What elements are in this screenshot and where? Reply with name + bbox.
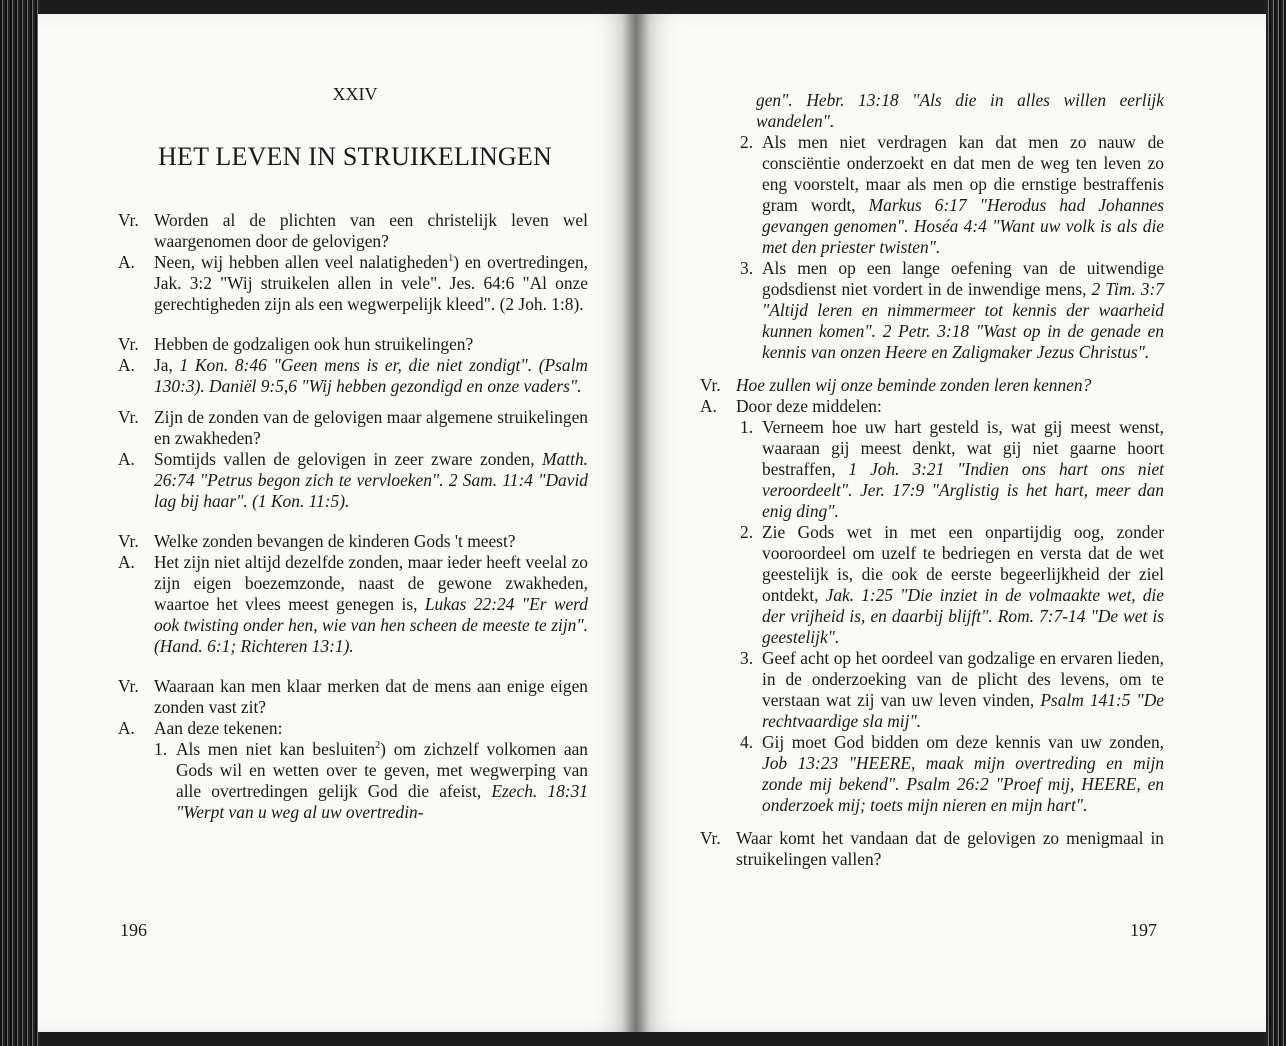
continuation-text: gen". Hebr. 13:18 "Als die in alles willen eerlijk wandelen". <box>756 90 1164 131</box>
question: Vr. Welke zonden bevangen de kinderen Gods 't meest? <box>118 531 516 551</box>
book-edge-right <box>1266 0 1286 1046</box>
footnote-marker: 1 <box>448 253 454 265</box>
list-item: 3. Geef acht op het oordeel van godzalige en ervaren lieden, in de onderzoeking van de plicht des levens, om te verstaan wat zij van uw leven vinden, Psalm 141:5 "De rechtvaardige sla mij". <box>740 648 1164 731</box>
question: Vr. Waaraan kan men klaar merken dat de mens aan enige eigen zonden vast zit? <box>118 676 588 717</box>
answer: A. Het zijn niet altijd dezelfde zonden, maar ieder heeft veelal zo zijn eigen boezemzonde, naast de gewone zwakheden, waartoe het vlees meest genegen is, Lukas 22:24 "Er werd ook twisting onder hen, wie van hen scheen de meeste te zijn". (Hand. 6:1; Richteren 13:1). <box>118 552 589 656</box>
right-qa-list <box>700 90 1164 870</box>
answer: A. Somtijds vallen de gelovigen in zeer zware zonden, Matth. 26:74 "Petrus begon zich te vervloeken". 2 Sam. 11:4 "David lag bij haar". (1 Kon. 11:5). <box>118 449 588 511</box>
question: Vr. Zijn de zonden van de gelovigen maar algemene struikelingen en zwakheden? <box>118 407 588 448</box>
answer: A. Aan deze tekenen: <box>118 718 283 738</box>
list-item: 4. Gij moet God bidden om deze kennis van uw zonden, Job 13:23 "HEERE, maak mijn overtreding en mijn zonde mij bekend". Psalm 26:2 "Proef mij, HEERE, en onderzoek mij; toets mijn nieren en mijn hart". <box>740 732 1164 815</box>
footnote-marker: 2 <box>375 740 381 752</box>
question: Vr. Worden al de plichten van een christelijk leven wel waargenomen door de gelovigen? <box>118 210 588 251</box>
left-qa-list <box>118 210 588 823</box>
list-item: 1. Verneem hoe uw hart gesteld is, wat gij meest wenst, waaraan gij meest denkt, wat gij niet gaarne hoort bestraffen, 1 Joh. 3:21 "Indien ons hart ons niet veroordeelt". Jer. 17:9 "Arglistig is het hart, meer dan enig ding". <box>740 417 1164 521</box>
answer-list <box>700 132 1164 363</box>
book-edge-left <box>0 0 40 1046</box>
list-item: 3. Als men op een lange oefening van de uitwendige godsdienst niet vordert in de inwendige mens, 2 Tim. 3:7 "Altijd leren en nimmermeer tot kennis der waarheid kunnen komen". 2 Petr. 3:18 "Wast op in de genade en kennis van onzen Heere en Zaligmaker Jezus Christus". <box>740 258 1164 362</box>
page-number-left: 196 <box>120 920 147 940</box>
answer-list <box>700 417 1164 816</box>
question: Vr. Hoe zullen wij onze beminde zonden leren kennen? <box>700 375 1092 395</box>
answer-list <box>118 739 588 823</box>
answer: A. Door deze middelen: <box>700 396 882 416</box>
list-item: 2. Als men niet verdragen kan dat men zo nauw de consciëntie onderzoekt en dat men de weg ten leven zo eng voorstelt, maar als men op die ernstige bestraffenis gram wordt, Markus 6:17 "Herodus had Johannes gevangen genomen". Hoséa 4:4 "Want uw volk is als die met den priester twisten". <box>740 132 1164 257</box>
answer: A. Neen, wij hebben allen veel nalatigheden$^1$) en overtredingen, Jak. 3:2 "Wij struikelen allen in vele". Jes. 64:6 "Al onze gerechtigheden zijn als een wegwerpelijk kleed". (2 Joh. 1:8). <box>118 252 588 314</box>
question: Vr. Waar komt het vandaan dat de gelovigen zo menigmaal in struikelingen vallen? <box>700 828 1164 869</box>
list-item: 1. Als men niet kan besluiten$^2$) om zichzelf volkomen aan Gods wil en wetten over te geven, met wegwerping van alle overtredingen gelijk God die afeist, Ezech. 18:31 "Werpt van u weg al uw overtredin- <box>154 739 588 822</box>
page-number-right: 197 <box>1130 920 1157 940</box>
chapter-number: XXIV <box>332 84 378 104</box>
answer: A. Ja, 1 Kon. 8:46 "Geen mens is er, die niet zondigt". (Psalm 130:3). Daniël 9:5,6 "Wij hebben gezondigd en onze vaders". <box>118 355 588 396</box>
chapter-title: HET LEVEN IN STRUIKELINGEN <box>158 142 552 171</box>
list-item: 2. Zie Gods wet in met een onpartijdig oog, zonder vooroordeel om uzelf te bedriegen en versta dat de wet geestelijk is, die ook de eerste begeerlijkheid der ziel ontdekt, Jak. 1:25 "Die inziet in de volmaakte wet, die der vrijheid is, en daarbij blijft". Rom. 7:7-14 "De wet is geestelijk". <box>740 522 1164 647</box>
question: Vr. Hebben de godzaligen ook hun struikelingen? <box>118 334 474 354</box>
